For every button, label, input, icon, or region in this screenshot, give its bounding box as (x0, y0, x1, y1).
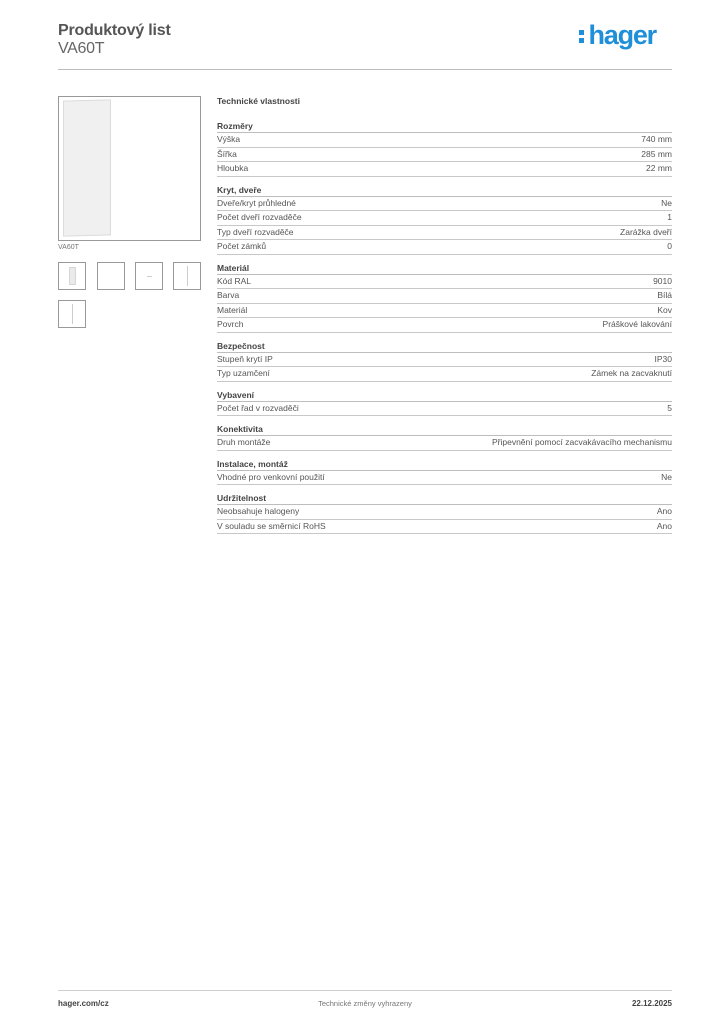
spec-group-title: Materiál (217, 262, 672, 275)
spec-value: 22 mm (646, 163, 672, 173)
spec-label: Výška (217, 134, 241, 144)
spec-value: Zarážka dveří (620, 226, 672, 237)
spec-value: Připevnění pomocí zacvakávacího mechanismu (491, 437, 672, 447)
spec-value: 9010 (653, 275, 672, 286)
spec-group-title: Udržitelnost (217, 492, 672, 505)
thumbnail-3[interactable] (135, 262, 163, 290)
spec-row (217, 289, 672, 304)
spec-group (217, 184, 672, 255)
spec-value: Ano (656, 520, 672, 531)
product-code: VA60T (58, 40, 105, 57)
thumbnail-5[interactable] (58, 300, 86, 328)
specs-title: Technické vlastnosti (217, 96, 300, 106)
footer-note: Technické změny vyhrazeny (318, 999, 412, 1008)
thumbnail-4[interactable] (173, 262, 201, 290)
spec-row (217, 402, 672, 417)
page-title: Produktový list (58, 22, 171, 39)
hager-logo (579, 20, 656, 51)
spec-group-title: Vybavení (217, 389, 672, 402)
spec-row (217, 226, 672, 241)
spec-label: Počet dveří rozvaděče (217, 212, 302, 222)
spec-label: Barva (217, 290, 240, 300)
spec-row (217, 240, 672, 255)
spec-groups (217, 120, 672, 534)
spec-value: Kov (657, 304, 672, 315)
spec-row (217, 133, 672, 148)
page-header (58, 20, 672, 70)
spec-group (217, 120, 672, 177)
spec-value: 285 mm (641, 148, 672, 159)
spec-label: Neobsahuje halogeny (217, 506, 300, 516)
spec-row (217, 162, 672, 177)
spec-label: Vhodné pro venkovní použití (217, 471, 325, 482)
spec-value: Zámek na zacvaknutí (591, 368, 672, 378)
product-panel-shape (63, 99, 111, 236)
spec-group (217, 340, 672, 382)
image-caption: VA60T (58, 244, 79, 251)
spec-value: Ano (656, 506, 672, 516)
spec-group-title: Instalace, montáž (217, 458, 672, 471)
spec-label: Počet zámků (217, 241, 267, 251)
spec-group-title: Kryt, dveře (217, 184, 672, 197)
spec-row (217, 353, 672, 368)
spec-row (217, 436, 672, 451)
spec-row (217, 275, 672, 290)
spec-label: Šířka (217, 148, 237, 159)
spec-value: 0 (667, 241, 672, 251)
spec-value: Ne (661, 471, 672, 482)
spec-value: 1 (667, 212, 672, 222)
spec-row (217, 304, 672, 319)
spec-label: V souladu se směrnicí RoHS (217, 520, 326, 531)
spec-group (217, 458, 672, 486)
footer-website-link[interactable]: hager.com/cz (58, 999, 109, 1008)
spec-label: Hloubka (217, 163, 249, 173)
spec-row (217, 367, 672, 382)
page-footer (58, 990, 672, 1010)
spec-value: Bílá (657, 290, 672, 300)
spec-label: Stupeň krytí IP (217, 353, 273, 364)
spec-value: 740 mm (641, 134, 672, 144)
spec-row (217, 471, 672, 486)
spec-label: Typ uzamčení (217, 368, 270, 378)
spec-row (217, 505, 672, 520)
spec-row (217, 197, 672, 212)
spec-group-title: Rozměry (217, 120, 672, 133)
spec-label: Druh montáže (217, 437, 271, 447)
spec-group-title: Bezpečnost (217, 340, 672, 353)
spec-value: Práškové lakování (602, 319, 672, 329)
spec-group (217, 262, 672, 333)
spec-label: Kód RAL (217, 275, 252, 286)
spec-row (217, 211, 672, 226)
footer-date: 22.12.2025 (631, 999, 672, 1008)
thumbnail-2[interactable] (97, 262, 125, 290)
product-image (58, 96, 201, 241)
spec-label: Povrch (217, 319, 244, 329)
spec-value: Ne (661, 197, 672, 208)
spec-value: 5 (667, 402, 672, 413)
spec-label: Materiál (217, 304, 248, 315)
spec-row (217, 148, 672, 163)
spec-row (217, 318, 672, 333)
spec-label: Typ dveří rozvaděče (217, 226, 294, 237)
thumbnail-1[interactable] (58, 262, 86, 290)
spec-label: Dveře/kryt průhledné (217, 197, 296, 208)
spec-group (217, 423, 672, 451)
logo-text: hager (588, 20, 656, 50)
spec-row (217, 520, 672, 535)
spec-label: Počet řad v rozvaděči (217, 402, 299, 413)
spec-group (217, 492, 672, 534)
technical-specs (217, 95, 672, 541)
spec-group (217, 389, 672, 417)
spec-value: IP30 (654, 353, 672, 364)
logo-dots-icon (579, 25, 586, 45)
spec-group-title: Konektivita (217, 423, 672, 436)
